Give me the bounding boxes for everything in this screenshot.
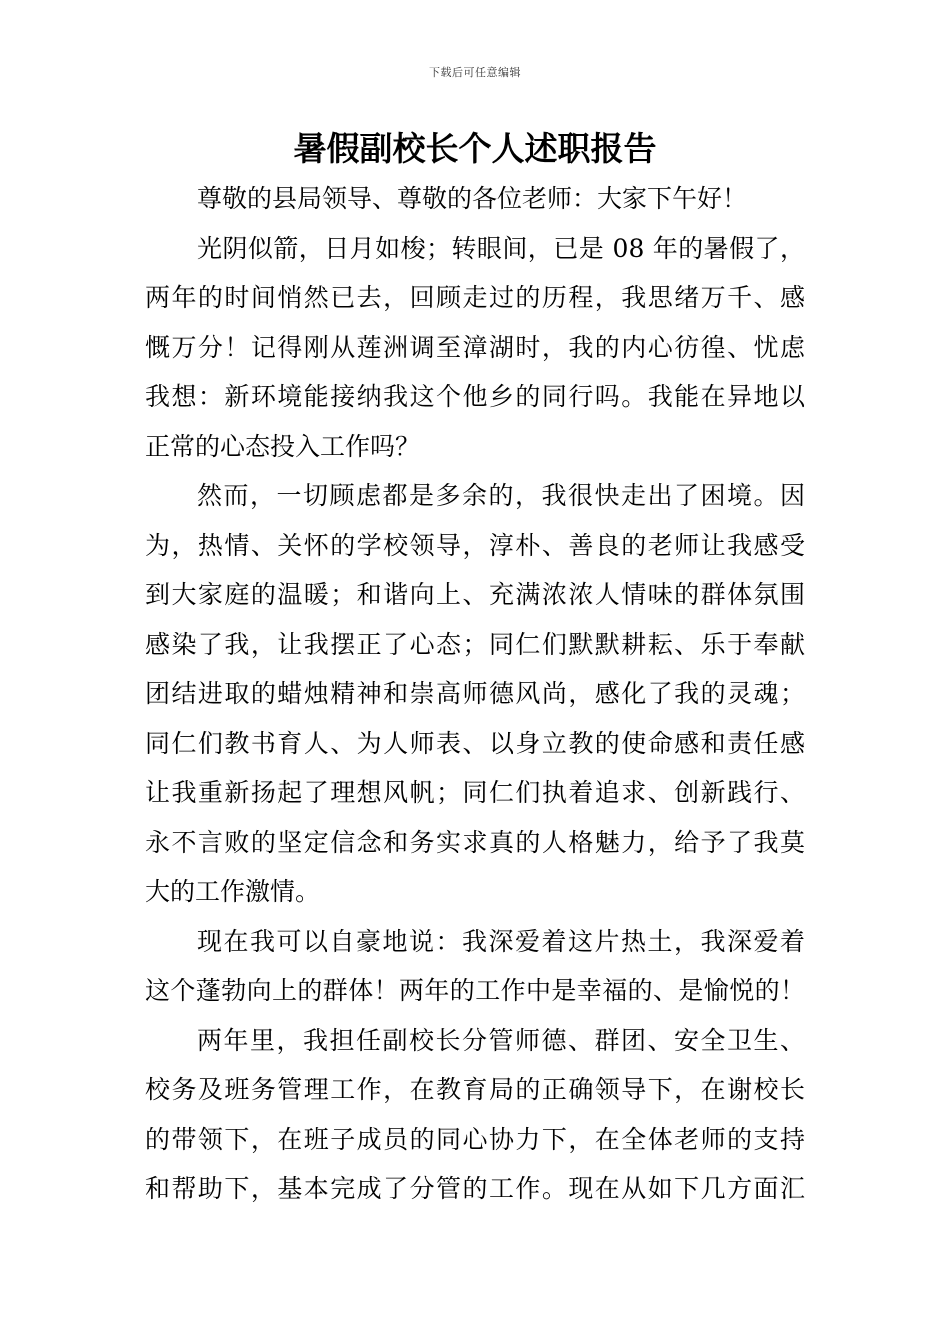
paragraph-line: 同仁们教书育人、为人师表、以身立教的使命感和责任感	[145, 728, 805, 758]
header-note: 下载后可任意编辑	[429, 66, 521, 79]
paragraph-line: 两年里，我担任副校长分管师德、群团、安全卫生、	[197, 1025, 805, 1055]
paragraph-line: 光阴似箭，日月如梭；转眼间，已是 08 年的暑假了，	[197, 233, 805, 263]
paragraph-line: 永不言败的坚定信念和务实求真的人格魅力，给予了我莫	[145, 827, 805, 857]
paragraph-line: 我想：新环境能接纳我这个他乡的同行吗。我能在异地以	[145, 382, 805, 411]
paragraph-line: 慨万分！记得刚从莲洲调至漳湖时，我的内心彷徨、忧虑	[145, 332, 805, 362]
paragraph-line: 让我重新扬起了理想风帆；同仁们执着追求、创新践行、	[145, 778, 805, 807]
paragraph-line: 为，热情、关怀的学校领导，淳朴、善良的老师让我感受	[145, 530, 805, 560]
document-body	[145, 174, 805, 1214]
paragraph-line: 和帮助下，基本完成了分管的工作。现在从如下几方面汇	[145, 1174, 805, 1203]
paragraph-line: 校务及班务管理工作，在教育局的正确领导下，在谢校长	[145, 1075, 805, 1104]
paragraph-line: 现在我可以自豪地说：我深爱着这片热土，我深爱着	[197, 926, 805, 956]
paragraph-line: 这个蓬勃向上的群体！两年的工作中是幸福的、是愉悦的！	[145, 976, 805, 1005]
greeting-line: 尊敬的县局领导、尊敬的各位老师：大家下午好！	[197, 184, 748, 213]
paragraph-line: 正常的心态投入工作吗？	[145, 431, 421, 461]
document-title: 暑假副校长个人述职报告	[293, 129, 657, 168]
paragraph-line: 然而，一切顾虑都是多余的，我很快走出了困境。因	[197, 481, 805, 510]
paragraph-line: 大的工作激情。	[145, 877, 321, 906]
paragraph-line: 的带领下，在班子成员的同心协力下，在全体老师的支持	[145, 1124, 805, 1154]
paragraph-line: 团结进取的蜡烛精神和崇高师德风尚，感化了我的灵魂；	[145, 679, 805, 708]
paragraph-line: 两年的时间悄然已去，回顾走过的历程，我思绪万千、感	[145, 283, 805, 312]
paragraph-line: 感染了我，让我摆正了心态；同仁们默默耕耘、乐于奉献	[145, 629, 805, 659]
paragraph-line: 到大家庭的温暖；和谐向上、充满浓浓人情味的群体氛围	[145, 580, 805, 609]
